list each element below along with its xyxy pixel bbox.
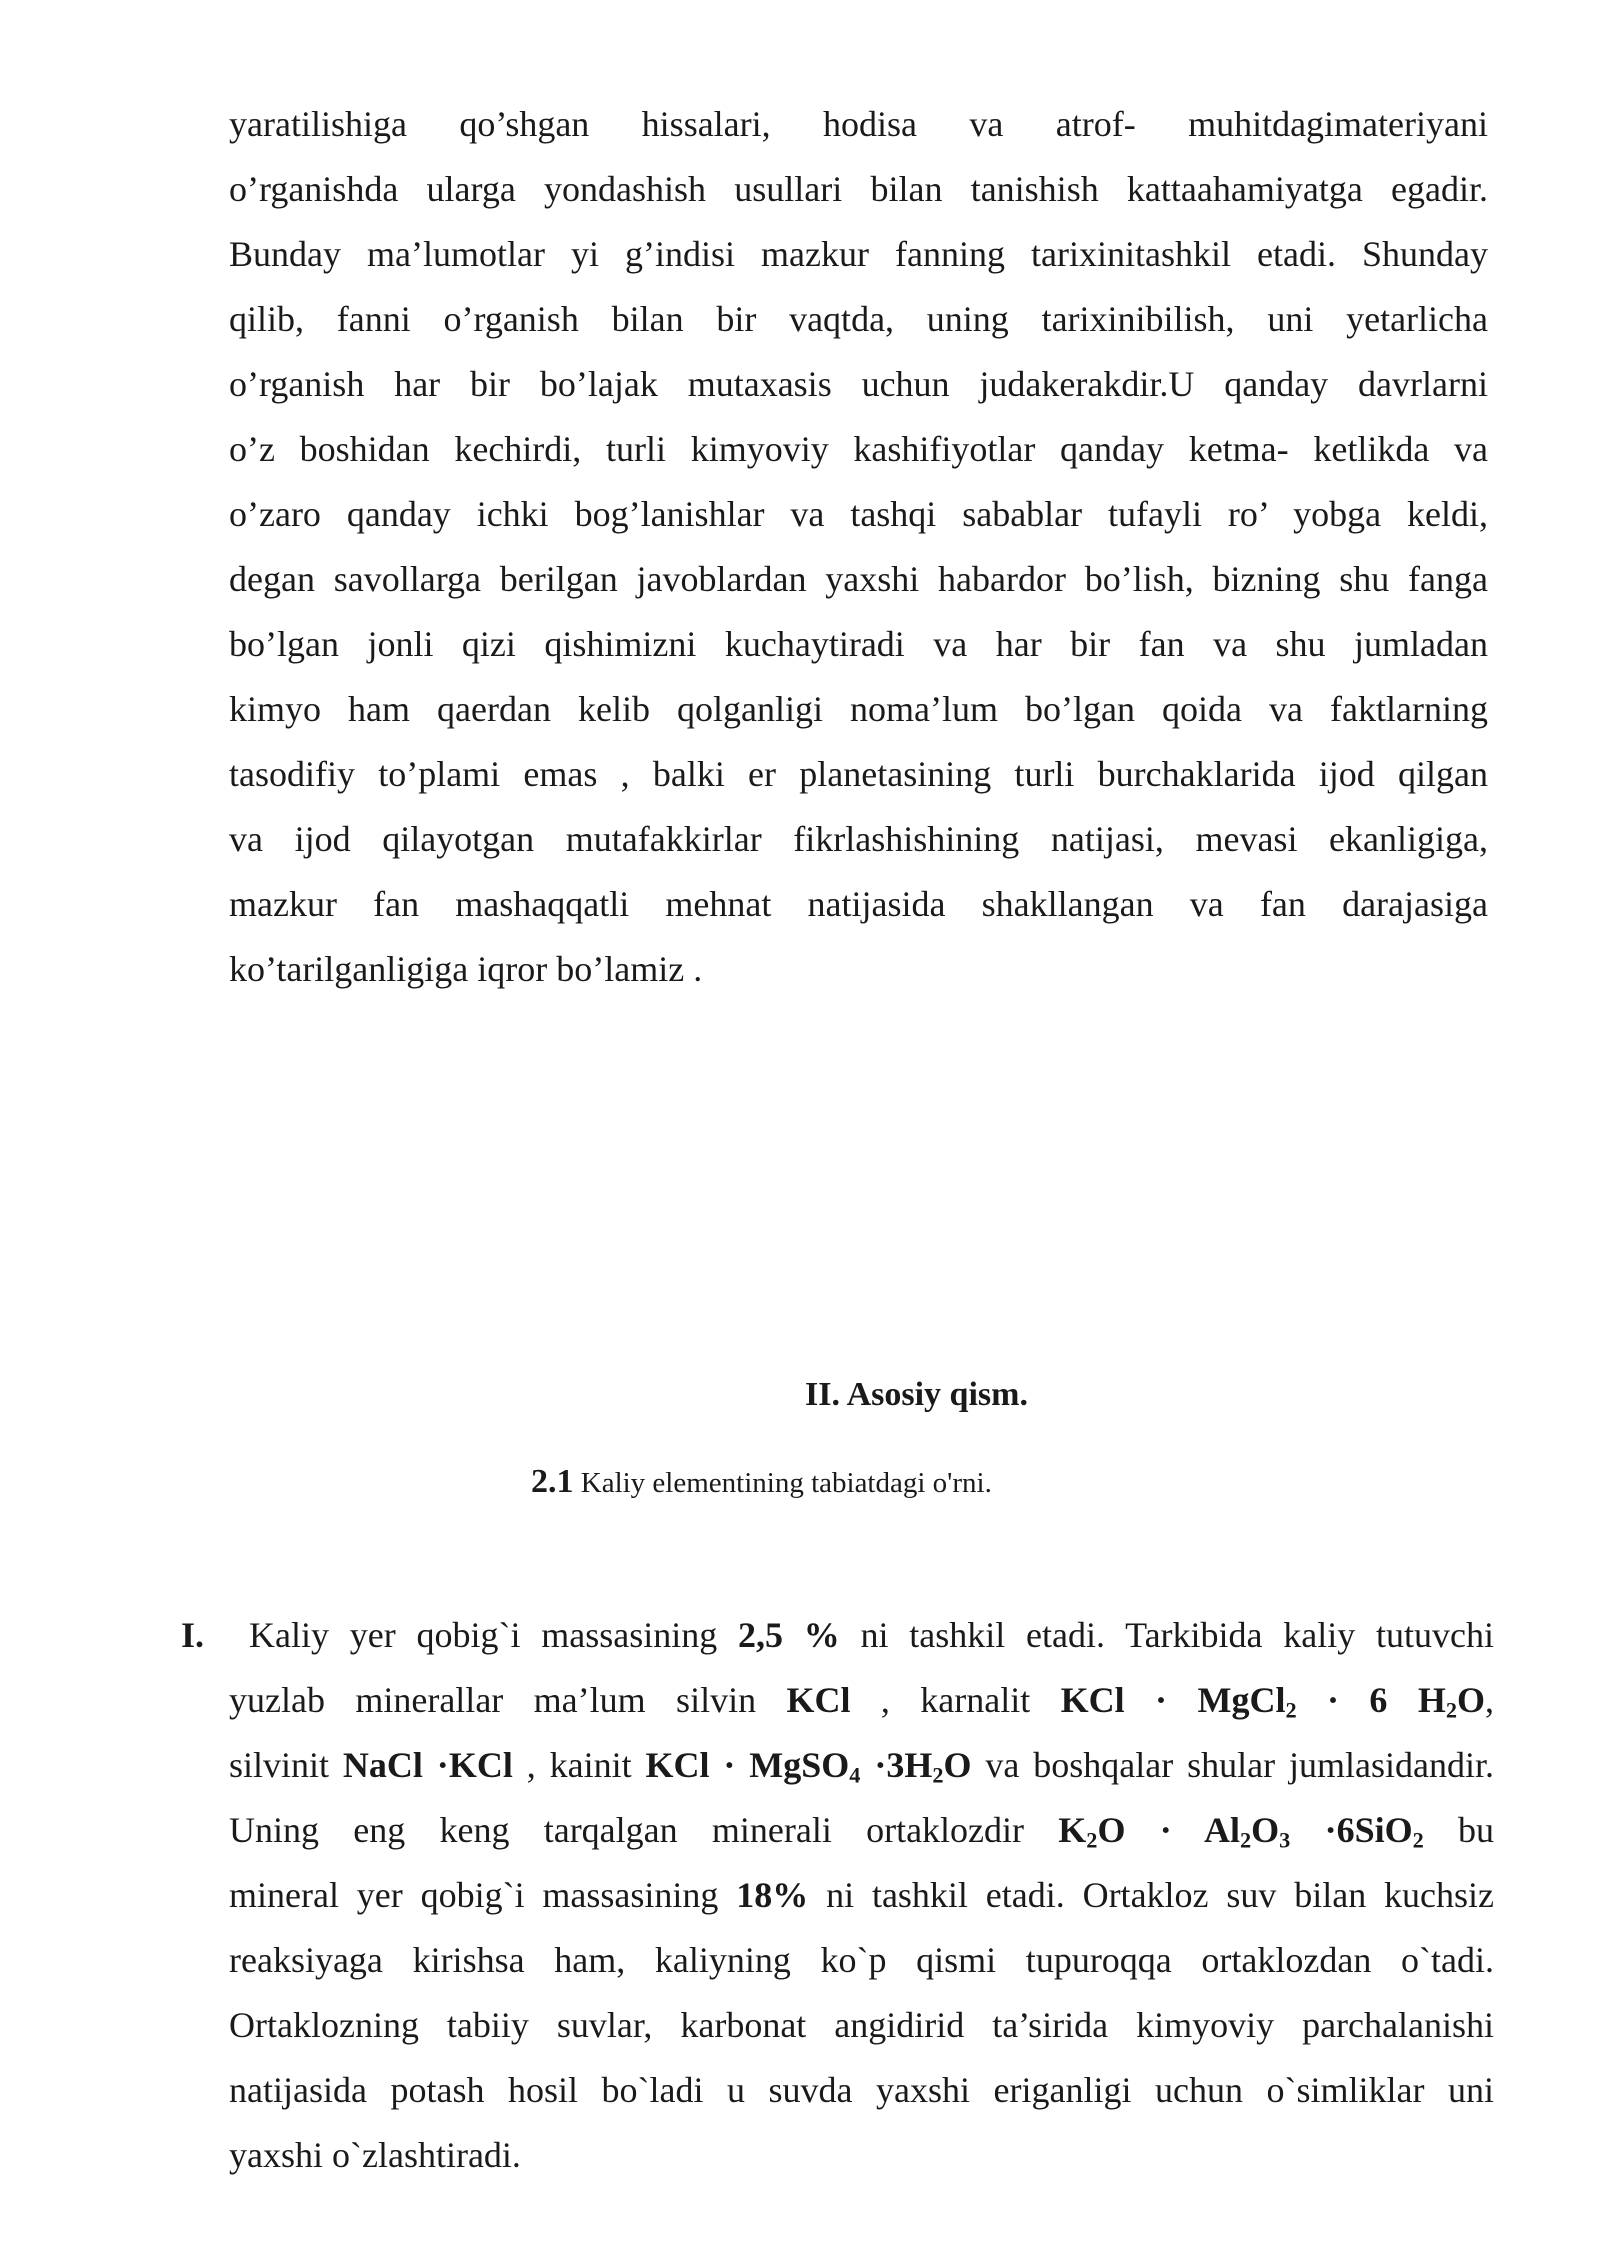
text-run: ni tashkil etadi. Tarkibida kaliy tutuvchi bbox=[839, 1615, 1495, 1655]
formula: KCl · MgCl$_2$ · 6 $H_2O$ bbox=[1060, 1680, 1485, 1723]
text-run: yuzlab minerallar ma’lum silvin bbox=[229, 1680, 787, 1720]
section-heading: II. Asosiy qism. bbox=[805, 1376, 1028, 1413]
text-line: degan savollarga berilgan javoblardan yaxshi habardor bo’lish, bizning shu fanga bbox=[229, 559, 1488, 599]
intro-paragraph bbox=[229, 92, 1488, 1002]
text-line: kimyo ham qaerdan kelib qolganligi noma’lum bo’lgan qoida va faktlarning bbox=[229, 689, 1488, 729]
subsection-heading bbox=[531, 1463, 992, 1501]
text-line bbox=[229, 1798, 1494, 1863]
body-paragraph bbox=[181, 1603, 1495, 2188]
list-marker: I. bbox=[181, 1615, 205, 1655]
text-line: o’zaro qanday ichki bog’lanishlar va tashqi sabablar tufayli ro’ yobga keldi, bbox=[229, 494, 1488, 534]
text-run: Kaliy yer qobig`i massasining bbox=[249, 1615, 738, 1655]
text-line: yaratilishiga qo’shgan hissalari, hodisa va atrof- muhitdagimateriyani bbox=[229, 104, 1488, 144]
text-line: bo’lgan jonli qizi qishimizni kuchaytiradi va har bir fan va shu jumladan bbox=[229, 624, 1488, 664]
percentage: 18% bbox=[736, 1875, 809, 1915]
formula: $K_2O \cdot Al_2O_3 \cdot 6SiO_2$ bbox=[1058, 1810, 1424, 1853]
text-line: reaksiyaga kirishsa ham, kaliyning ko`p qismi tupuroqqa ortaklozdan o`tadi. bbox=[229, 1940, 1494, 1980]
text-run: mineral yer qobig`i massasining bbox=[229, 1875, 737, 1915]
subsection-number: 2.1 bbox=[531, 1463, 574, 1500]
text-line: natijasida potash hosil bo`ladi u suvda yaxshi eriganligi uchun o`simliklar uni bbox=[229, 2070, 1494, 2110]
text-line: va ijod qilayotgan mutafakkirlar fikrlashishining natijasi, mevasi ekanligiga, bbox=[229, 819, 1488, 859]
text-run: bu bbox=[1423, 1810, 1494, 1850]
percentage: 2,5 % bbox=[737, 1615, 840, 1655]
text-line: o’z boshidan kechirdi, turli kimyoviy kashifiyotlar qanday ketma- ketlikda va bbox=[229, 429, 1488, 469]
text-run: Uning eng keng tarqalgan minerali ortaklozdir bbox=[229, 1810, 1059, 1850]
text-line bbox=[229, 1733, 1494, 1798]
text-line: mazkur fan mashaqqatli mehnat natijasida shakllangan va fan darajasiga bbox=[229, 884, 1488, 924]
text-run: ni tashkil etadi. Ortakloz suv bilan kuchsiz bbox=[808, 1875, 1494, 1915]
text-run: , bbox=[1485, 1680, 1494, 1720]
text-line: Bunday ma’lumotlar yi g’indisi mazkur fanning tarixinitashkil etadi. Shunday bbox=[229, 234, 1488, 274]
text-line bbox=[229, 1603, 1494, 1668]
formula: NaCl ·KCl bbox=[342, 1745, 513, 1785]
subsection-title: Kaliy elementining tabiatdagi o'rni. bbox=[573, 1467, 992, 1499]
text-line bbox=[229, 1668, 1494, 1733]
text-line: qilib, fanni o’rganish bilan bir vaqtda, uning tarixinibilish, uni yetarlicha bbox=[229, 299, 1488, 339]
text-line: o’rganish har bir bo’lajak mutaxasis uchun judakerakdir.U qanday davrlarni bbox=[229, 364, 1488, 404]
text-run: , karnalit bbox=[850, 1680, 1061, 1720]
text-run: silvinit bbox=[229, 1745, 343, 1785]
text-line: ko’tarilganligiga iqror bo’lamiz . bbox=[229, 949, 703, 989]
text-line: tasodifiy to’plami emas , balki er planetasining turli burchaklarida ijod qilgan bbox=[229, 754, 1488, 794]
text-line: Ortaklozning tabiiy suvlar, karbonat angidirid ta’sirida kimyoviy parchalanishi bbox=[229, 2005, 1494, 2045]
formula: KCl bbox=[786, 1680, 851, 1720]
text-run: va boshqalar shular jumlasidandir. bbox=[971, 1745, 1494, 1785]
text-line: o’rganishda ularga yondashish usullari bilan tanishish kattaahamiyatga egadir. bbox=[229, 169, 1488, 209]
text-line: yaxshi o`zlashtiradi. bbox=[229, 2135, 521, 2175]
formula: KCl · MgSO$_4$ $\cdot 3H_2O$ bbox=[645, 1745, 972, 1788]
text-line bbox=[229, 1863, 1494, 1928]
text-run: , kainit bbox=[512, 1745, 646, 1785]
